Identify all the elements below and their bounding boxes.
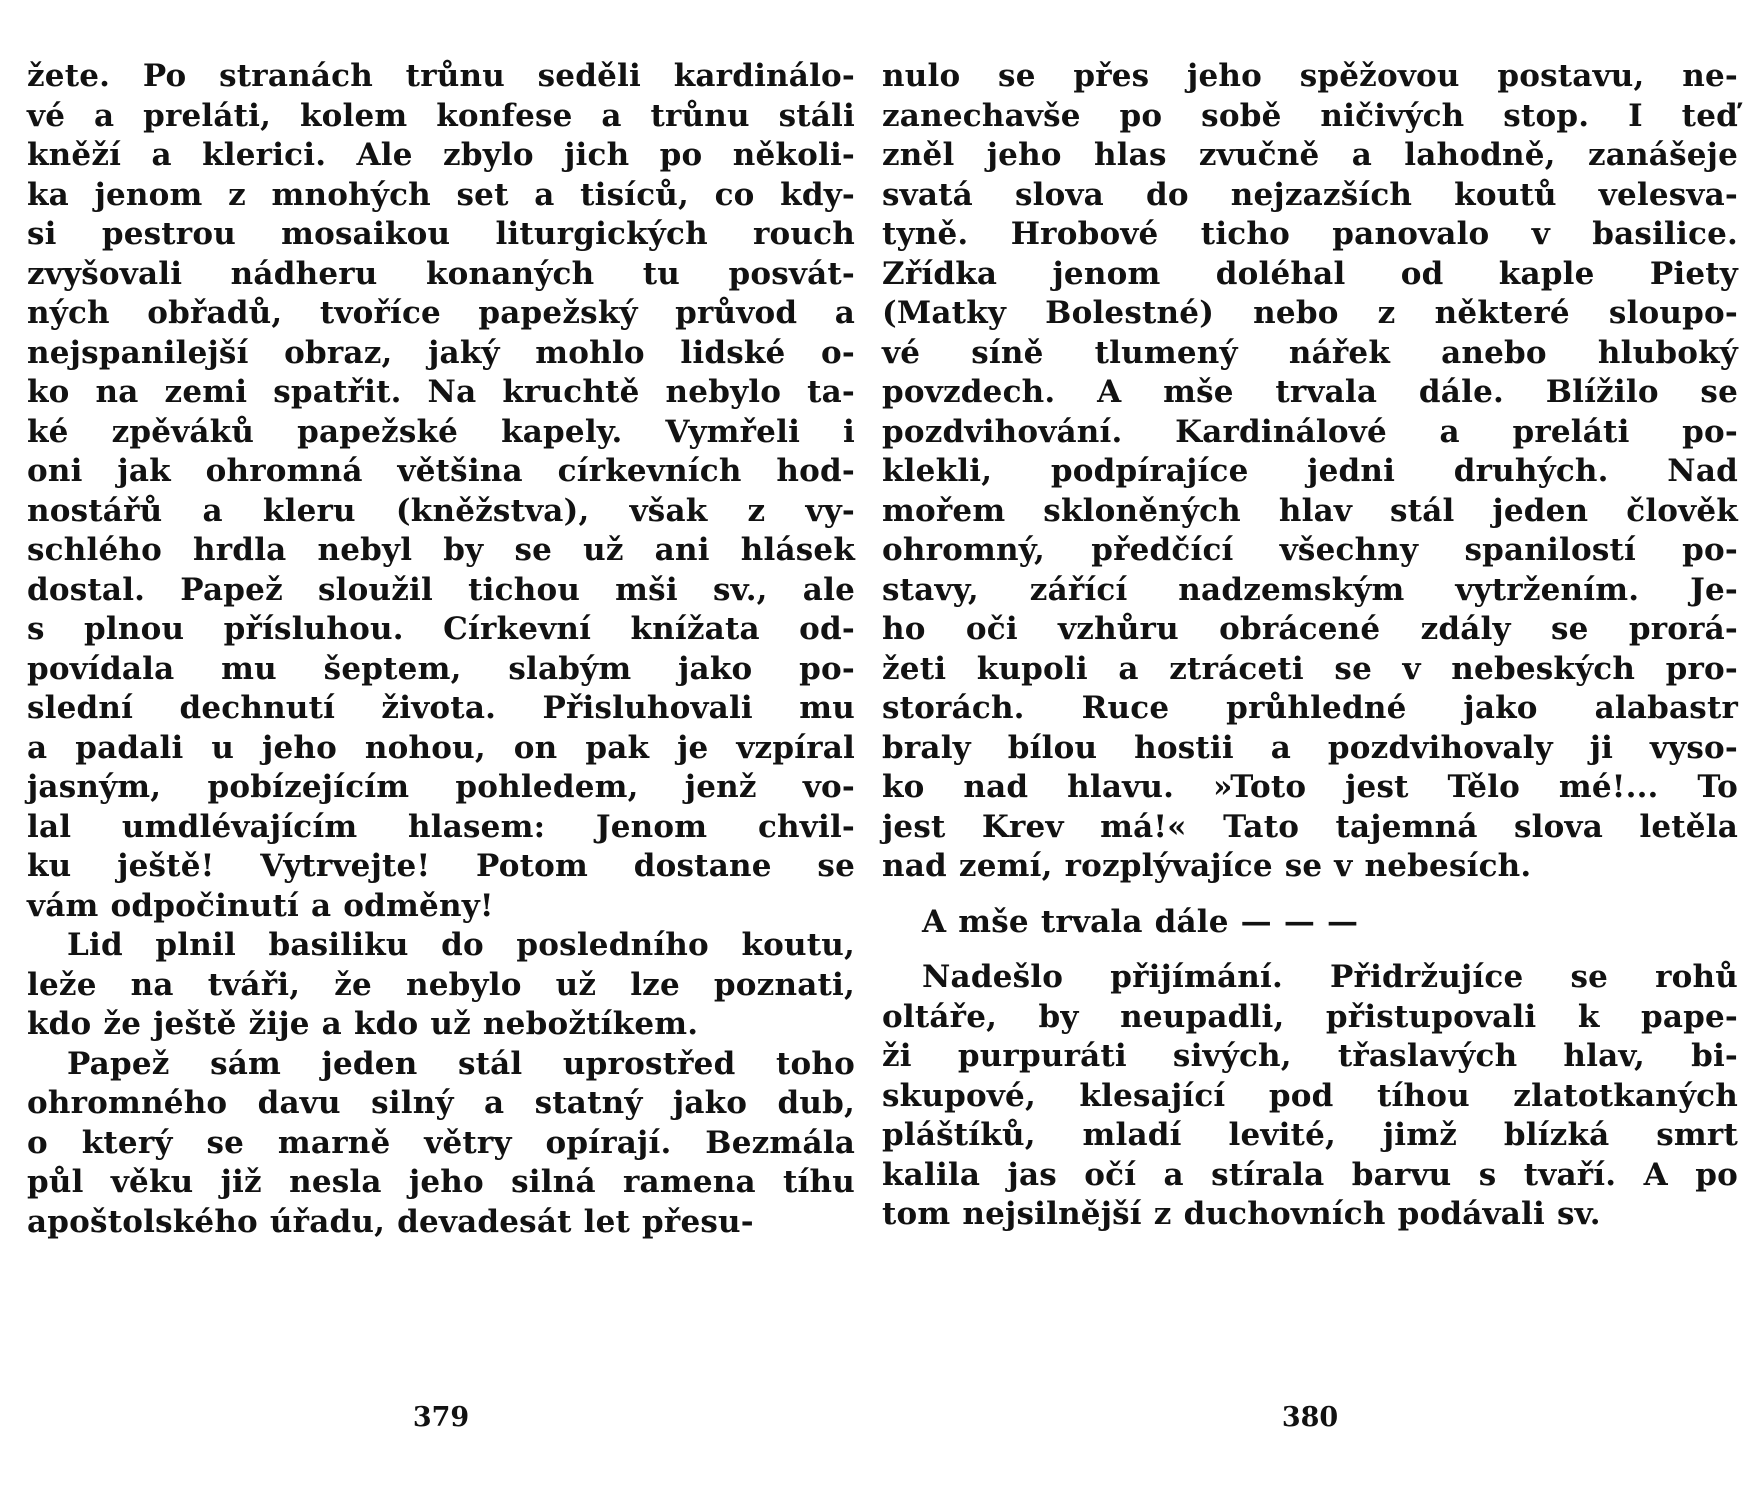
text-line: zanechavše po sobě ničivých stop. I teď: [882, 97, 1738, 134]
text-line: kdo že ještě žije a kdo už nebožtíkem.: [27, 1006, 699, 1042]
text-line: žeti kupoli a ztráceti se v nebeských pro-: [882, 650, 1738, 687]
page-379-text: [27, 57, 855, 1242]
text-line: Lid plnil basiliku do posledního koutu,: [67, 927, 855, 963]
text-line: stavy, zářící nadzemským vytržením. Je-: [882, 571, 1738, 608]
text-line: vé síně tlumený nářek anebo hluboký: [882, 334, 1738, 371]
text-line: svatá slova do nejzazších koutů velesva-: [882, 176, 1738, 213]
text-line: ži purpuráti sivých, třaslavých hlav, bi-: [882, 1038, 1738, 1074]
text-line: ho oči vzhůru obrácené zdály se prorá-: [882, 611, 1738, 647]
text-line: vé a preláti, kolem konfese a trůnu stáli: [27, 97, 855, 134]
text-line: ných obřadů, tvoříce papežský průvod a: [27, 295, 855, 331]
text-line: pozdvihování. Kardinálové a preláti po-: [882, 413, 1738, 450]
text-line: schlého hrdla nebyl by se už ani hlásek: [27, 532, 855, 568]
text-line: tom nejsilnější z duchovních podávali sv.: [882, 1196, 1601, 1232]
text-line: kalila jas očí a stírala barvu s tvaří. A po: [882, 1156, 1738, 1193]
text-line: ko na zemi spatřit. Na kruchtě nebylo ta-: [27, 374, 855, 410]
text-line: povzdech. A mše trvala dále. Blížilo se: [882, 374, 1738, 410]
text-line: ko nad hlavu. »Toto jest Tělo mé!... To: [882, 769, 1738, 805]
text-line: půl věku již nesla jeho silná ramena tíhu: [27, 1164, 855, 1200]
text-line: pláštíků, mladí levité, jimž blízká smrt: [882, 1117, 1738, 1153]
text-line: jest Krev má!« Tato tajemná slova letěla: [882, 808, 1738, 845]
text-line: braly bílou hostii a pozdvihovaly ji vyso-: [882, 729, 1738, 766]
text-line: si pestrou mosaikou liturgických rouch: [27, 216, 855, 252]
text-line: a padali u jeho nohou, on pak je vzpíral: [27, 729, 855, 766]
text-line: dostal. Papež sloužil tichou mši sv., ale: [27, 571, 855, 608]
text-line: s plnou přísluhou. Církevní knížata od-: [27, 611, 855, 647]
text-line: klekli, podpírajíce jedni druhých. Nad: [882, 453, 1738, 489]
text-line: mořem skloněných hlav stál jeden člověk: [882, 492, 1738, 529]
text-line: nad zemí, rozplývajíce se v nebesích.: [882, 848, 1532, 884]
text-line: o který se marně větry opírají. Bezmála: [27, 1124, 855, 1161]
text-line: slední dechnutí života. Přisluhovali mu: [27, 690, 855, 726]
text-line: zněl jeho hlas zvučně a lahodně, zanášeje: [882, 137, 1738, 173]
text-line: jasným, pobízejícím pohledem, jenž vo-: [27, 769, 855, 805]
text-line: zvyšovali nádheru konaných tu posvát-: [27, 255, 855, 292]
page-380-text: [882, 57, 1738, 1235]
text-line: A mše trvala dále — — —: [922, 903, 1359, 940]
text-line: Papež sám jeden stál uprostřed toho: [67, 1045, 855, 1082]
text-line: skupové, klesající pod tíhou zlatotkaných: [882, 1077, 1738, 1114]
text-line: ka jenom z mnohých set a tisíců, co kdy-: [27, 176, 855, 213]
text-line: (Matky Bolestné) nebo z některé sloupo-: [882, 295, 1738, 331]
text-line: Nadešlo přijímání. Přidržujíce se rohů: [922, 959, 1738, 995]
text-line: nostářů a kleru (kněžstva), však z vy-: [27, 492, 855, 529]
text-line: ku ještě! Vytrvejte! Potom dostane se: [27, 848, 855, 884]
text-line: vám odpočinutí a odměny!: [27, 887, 494, 924]
page-number-380: 380: [1281, 1402, 1339, 1433]
page-379-lines: [27, 57, 855, 1242]
text-line: oni jak ohromná většina církevních hod-: [27, 453, 855, 489]
text-line: tyně. Hrobové ticho panovalo v basilice.: [882, 216, 1738, 252]
text-line: ké zpěváků papežské kapely. Vymřeli i: [27, 413, 855, 450]
text-line: ohromného davu silný a statný jako dub,: [27, 1085, 855, 1121]
text-line: nejspanilejší obraz, jaký mohlo lidské o-: [27, 334, 855, 371]
page-number-379: 379: [412, 1402, 470, 1433]
text-line: storách. Ruce průhledné jako alabastr: [882, 690, 1738, 726]
text-line: ohromný, předčící všechny spanilostí po-: [882, 532, 1738, 568]
text-line: leže na tváři, že nebylo už lze poznati,: [27, 966, 855, 1003]
text-line: nulo se přes jeho spěžovou postavu, ne-: [882, 58, 1738, 94]
text-line: apoštolského úřadu, devadesát let přesu-: [27, 1203, 754, 1240]
text-line: lal umdlévajícím hlasem: Jenom chvil-: [27, 808, 855, 845]
text-line: oltáře, by neupadli, přistupovali k pape-: [882, 998, 1738, 1035]
page-380-lines: [882, 57, 1738, 1235]
text-line: kněží a klerici. Ale zbylo jich po několi-: [27, 137, 855, 173]
text-line: Zřídka jenom doléhal od kaple Piety: [882, 255, 1738, 292]
text-line: povídala mu šeptem, slabým jako po-: [27, 650, 855, 687]
text-line: žete. Po stranách trůnu seděli kardinálo-: [27, 58, 855, 94]
